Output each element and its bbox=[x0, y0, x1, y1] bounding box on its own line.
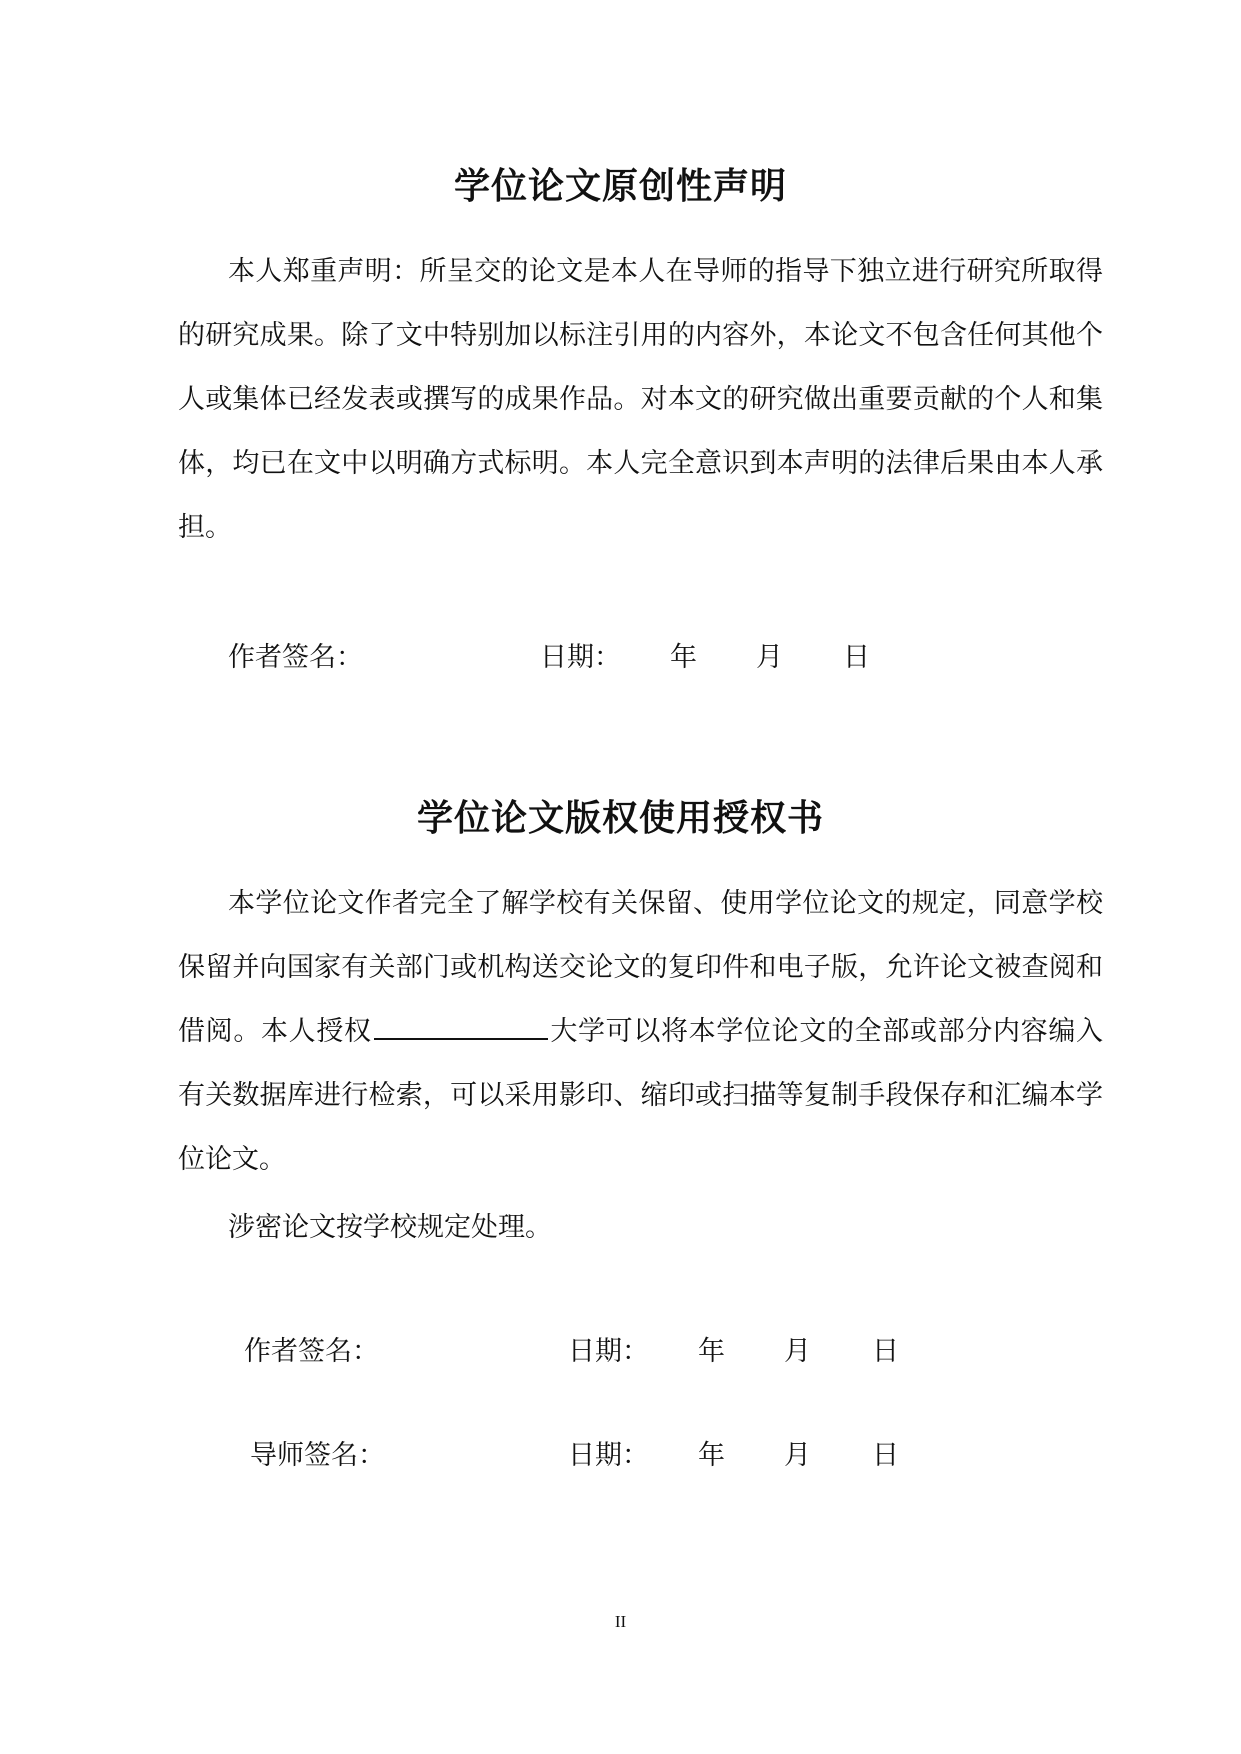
month-label: 月 bbox=[784, 1440, 811, 1471]
year-label: 年 bbox=[698, 1336, 725, 1367]
month-label: 月 bbox=[784, 1336, 811, 1367]
originality-signature-line bbox=[0, 638, 1241, 678]
page-number: II bbox=[614, 1612, 627, 1631]
advisor-signature-label: 导师签名： bbox=[250, 1440, 385, 1471]
copyright-title: 学位论文版权使用授权书 bbox=[416, 798, 824, 839]
copyright-advisor-signature-line bbox=[0, 1436, 1241, 1476]
copyright-text-part2: 大学可以将本学位论文的全部或部分内容编入有关数据库进行检索，可以采用影印、缩印或扫描等复制手段保存和汇编本学位论文。 bbox=[178, 1016, 1104, 1175]
classified-thesis-note: 涉密论文按学校规定处理。 bbox=[228, 1212, 552, 1243]
date-label: 日期： bbox=[568, 1336, 649, 1367]
day-label: 日 bbox=[872, 1336, 899, 1367]
university-name-blank bbox=[374, 1018, 548, 1040]
day-label: 日 bbox=[843, 642, 870, 673]
date-label: 日期： bbox=[540, 642, 621, 673]
copyright-author-signature-line bbox=[0, 1332, 1241, 1372]
date-label: 日期： bbox=[568, 1440, 649, 1471]
author-signature-label: 作者签名： bbox=[228, 642, 363, 673]
originality-statement: 本人郑重声明：所呈交的论文是本人在导师的指导下独立进行研究所取得的研究成果。除了文中特别加以标注引用的内容外，本论文不包含任何其他个人或集体已经发表或撰写的成果作品。对本文的研究做出重要贡献的个人和集体，均已在文中以明确方式标明。本人完全意识到本声明的法律后果由本人承担。 bbox=[178, 256, 1103, 543]
year-label: 年 bbox=[698, 1440, 725, 1471]
copyright-text-part1: 本学位论文作者完全了解学校有关保留、使用学位论文的规定，同意学校保留并向国家有关部门或机构送交论文的复印件和电子版，允许论文被查阅和借阅。本人授权 bbox=[178, 888, 1103, 1047]
year-label: 年 bbox=[670, 642, 697, 673]
copyright-authorization-text bbox=[178, 872, 1103, 1192]
originality-title: 学位论文原创性声明 bbox=[453, 166, 787, 207]
day-label: 日 bbox=[872, 1440, 899, 1471]
month-label: 月 bbox=[756, 642, 783, 673]
author-signature-label: 作者签名： bbox=[244, 1336, 379, 1367]
